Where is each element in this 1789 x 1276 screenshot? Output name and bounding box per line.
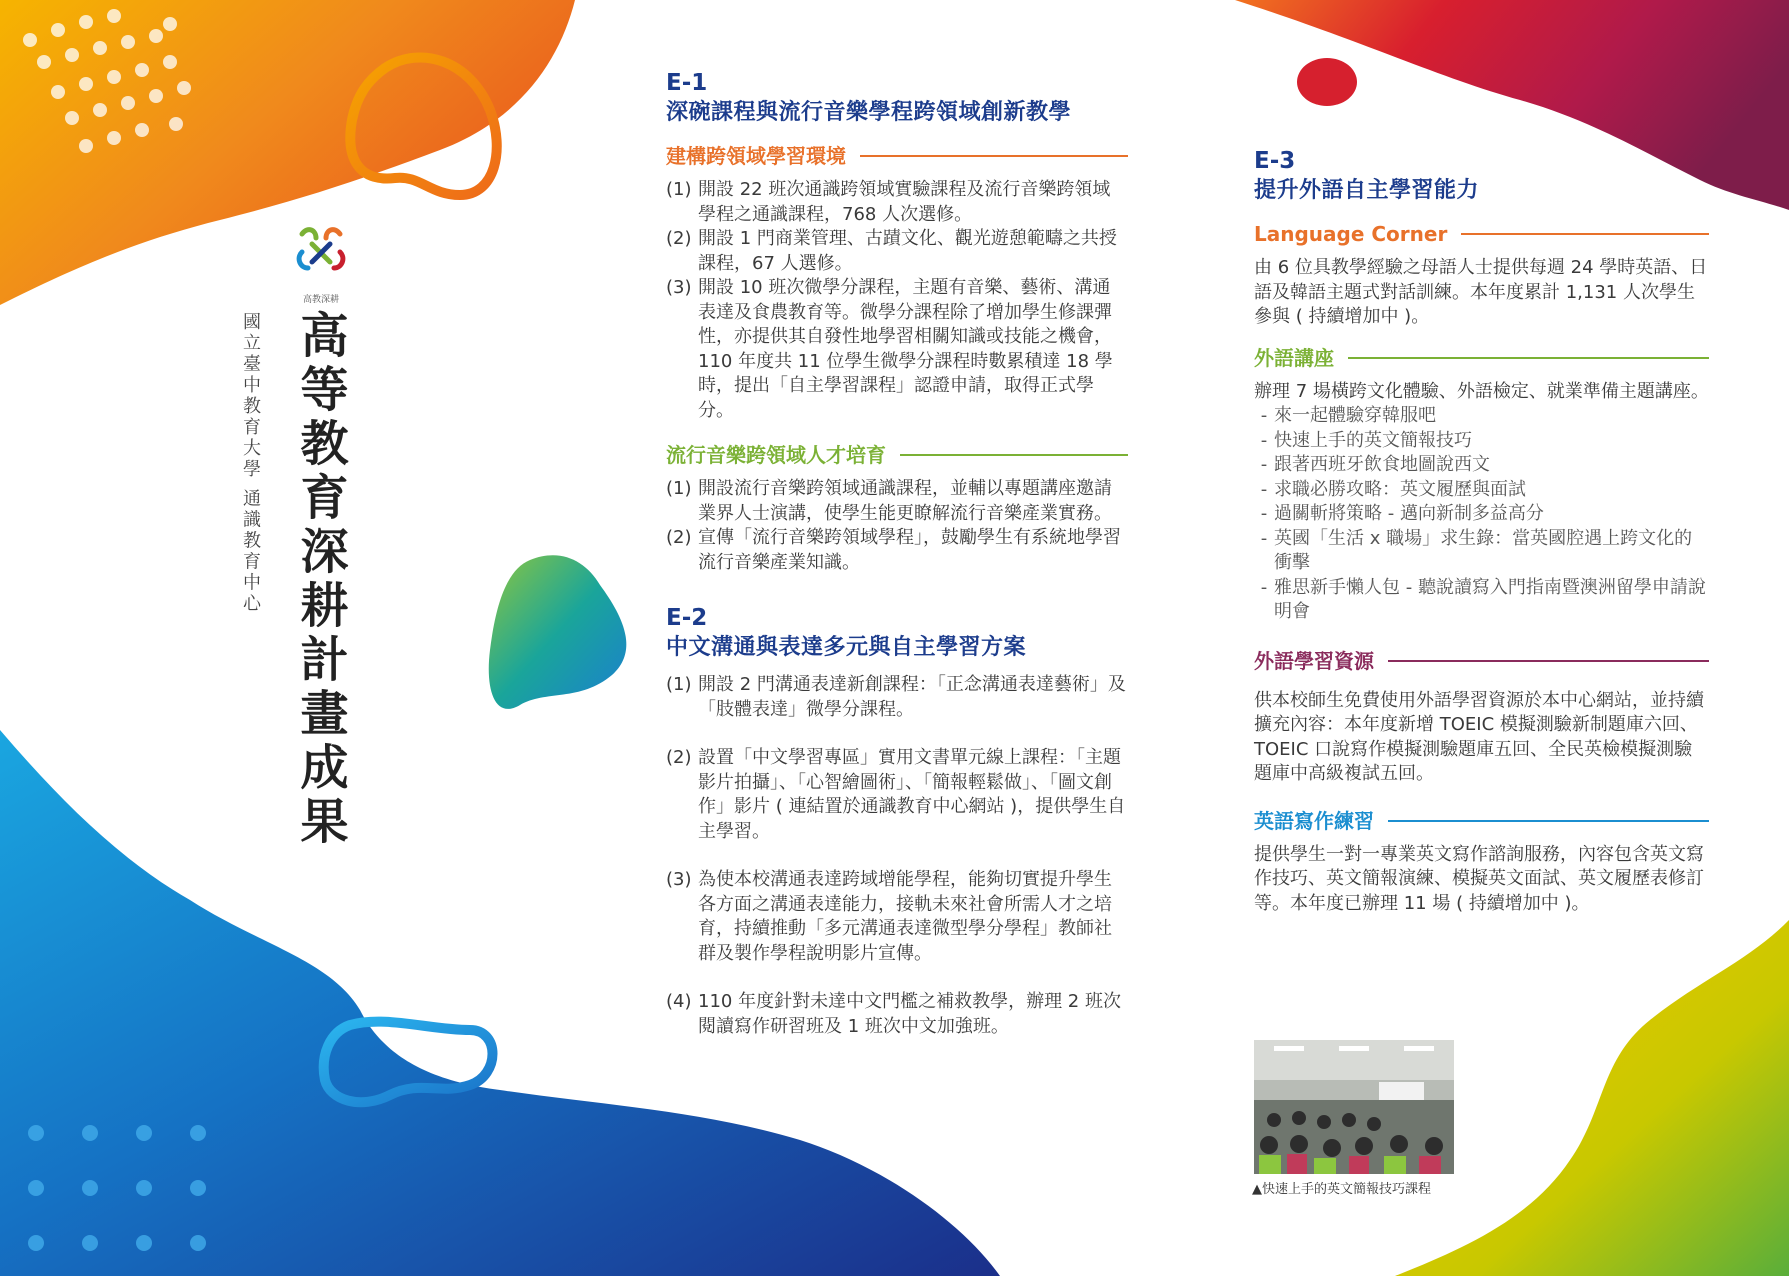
- item-text: 110 年度針對未達中文門檻之補救教學，辦理 2 班次閱讀寫作研習班及 1 班次中文加強班。: [698, 991, 1121, 1037]
- divider: [1348, 357, 1709, 359]
- item-number: (1): [666, 674, 692, 695]
- item-text: 開設 1 門商業管理、古蹟文化、觀光遊憩範疇之共授課程，67 人選修。: [698, 228, 1117, 274]
- column-e1-e2: [666, 68, 1128, 1039]
- subheading-label: 英語寫作練習: [1254, 808, 1374, 833]
- list-item: [666, 526, 1128, 575]
- photo-caption: ▲快速上手的英文簡報技巧課程: [1252, 1182, 1431, 1197]
- list-item: [666, 746, 1128, 844]
- subheading-label: Language Corner: [1254, 222, 1448, 246]
- item-text: 宣傳「流行音樂跨領域學程」，鼓勵學生有系統地學習流行音樂產業知識。: [698, 527, 1121, 573]
- divider: [860, 155, 1128, 157]
- list-item: - 雅思新手懶人包 - 聽說讀寫入門指南暨澳洲留學申請說明會: [1254, 576, 1709, 625]
- subheading-language-corner: [1254, 220, 1709, 248]
- subheading-label: 建構跨領域學習環境: [666, 144, 846, 168]
- item-text: 快速上手的英文簡報技巧: [1274, 429, 1472, 451]
- item-text: 為使本校溝通表達跨域增能學程，能夠切實提升學生各方面之溝通表達能力，接軌未來社會所需人才之培育，持續推動「多元溝通表達微型學分學程」教師社群及製作學程說明影片宣傳。: [698, 869, 1112, 964]
- subheading-writing: [1254, 807, 1709, 835]
- logo-icon: [292, 222, 350, 288]
- paragraph: 辦理 7 場橫跨文化體驗、外語檢定、就業準備主題講座。: [1254, 380, 1709, 402]
- list-item: [666, 276, 1128, 423]
- list-item: - 快速上手的英文簡報技巧: [1254, 429, 1709, 454]
- item-text: 設置「中文學習專區」實用文書單元線上課程：「主題影片拍攝」、「心智繪圖術」、「簡報輕鬆做」、「圖文創作」影片 ( 連結置於通識教育中心網站 )，提供學生自主學習。: [698, 747, 1126, 842]
- divider: [900, 454, 1128, 456]
- section-e3-title: 提升外語自主學習能力: [1254, 178, 1480, 203]
- section-e3-id: E-3: [1254, 148, 1296, 174]
- subheading-label: 外語學習資源: [1254, 648, 1374, 673]
- item-text: 過關斬將策略 - 邁向新制多益高分: [1274, 503, 1544, 524]
- section-e1-title: 深碗課程與流行音樂學程跨領域創新教學: [666, 100, 1072, 125]
- subheading-learning-environment: [666, 142, 1128, 170]
- item-text: 開設 10 班次微學分課程，主題有音樂、藝術、溝通表達及食農教育等。微學分課程除了增加學生修課彈性，亦提供其自發性地學習相關知識或技能之機會，110 年度共 11 位學生微學分課程時數累積達 18 學時，提出「自主學習課程」認證申請，取得正式學分。: [698, 277, 1113, 421]
- subtitle: 國立臺中教育大學 通識教育中心: [240, 312, 261, 615]
- divider: [1388, 820, 1709, 822]
- section-e1-id: E-1: [666, 70, 708, 96]
- item-number: (4): [666, 991, 692, 1012]
- list-item: - 求職必勝攻略：英文履歷與面試: [1254, 478, 1709, 503]
- subheading-label: 外語講座: [1254, 345, 1334, 370]
- paragraph: 提供學生一對一專業英文寫作諮詢服務，內容包含英文寫作技巧、英文簡報演練、模擬英文面試、英文履歷表修訂等。本年度已辦理 11 場 ( 持續增加中 )。: [1254, 843, 1704, 914]
- divider: [1388, 660, 1709, 662]
- item-text: 英國「生活 x 職場」求生錄：當英國腔遇上跨文化的衝擊: [1274, 527, 1693, 573]
- list-item: [666, 990, 1128, 1039]
- list-item: - 來一起體驗穿韓服吧: [1254, 404, 1709, 429]
- item-number: (3): [666, 869, 692, 890]
- subheading-pop-music: [666, 441, 1128, 469]
- item-text: 雅思新手懶人包 - 聽說讀寫入門指南暨澳洲留學申請說明會: [1274, 576, 1706, 622]
- list-item: [666, 227, 1128, 276]
- list-item: [666, 178, 1128, 227]
- list-item: - 過關斬將策略 - 邁向新制多益高分: [1254, 502, 1709, 527]
- item-text: 開設流行音樂跨領域通識課程，並輔以專題講座邀請業界人士演講，使學生能更瞭解流行音樂產業實務。: [698, 478, 1112, 524]
- classroom-photo: [1254, 1040, 1454, 1174]
- item-number: (2): [666, 228, 692, 249]
- section-e2-id: E-2: [666, 605, 708, 631]
- list-item: [666, 477, 1128, 526]
- item-text: 開設 2 門溝通表達新創課程：「正念溝通表達藝術」及「肢體表達」微學分課程。: [698, 674, 1126, 720]
- item-number: (1): [666, 478, 692, 499]
- item-text: 求職必勝攻略：英文履歷與面試: [1274, 478, 1526, 500]
- column-e3: [1254, 146, 1709, 916]
- item-text: 跟著西班牙飲食地圖說西文: [1274, 454, 1490, 475]
- logo-text: 高教深耕: [302, 295, 339, 305]
- item-number: (3): [666, 277, 692, 298]
- item-text: 來一起體驗穿韓服吧: [1274, 405, 1436, 426]
- section-e2-title: 中文溝通與表達多元與自主學習方案: [666, 635, 1027, 660]
- divider: [1461, 233, 1709, 235]
- subheading-label: 流行音樂跨領域人才培育: [666, 443, 886, 467]
- item-number: (2): [666, 747, 692, 768]
- main-title: 高等教育深耕計畫成果: [292, 310, 348, 850]
- list-item: [666, 868, 1128, 966]
- item-number: (1): [666, 179, 692, 200]
- subheading-lectures: [1254, 344, 1709, 372]
- paragraph: 由 6 位具教學經驗之母語人士提供每週 24 學時英語、日語及韓語主題式對話訓練。本年度累計 1,131 人次學生參與 ( 持續增加中 )。: [1254, 257, 1708, 327]
- item-number: (2): [666, 527, 692, 548]
- list-item: - 跟著西班牙飲食地圖說西文: [1254, 453, 1709, 478]
- subheading-resources: [1254, 647, 1709, 675]
- paragraph: 供本校師生免費使用外語學習資源於本中心網站，並持續擴充內容：本年度新增 TOEIC 模擬測驗新制題庫六回、TOEIC 口說寫作模擬測驗題庫五回、全民英檢模擬測驗題庫中高級複試五回。: [1254, 689, 1704, 784]
- item-text: 開設 22 班次通識跨領域實驗課程及流行音樂跨領域學程之通識課程，768 人次選修。: [698, 179, 1111, 225]
- list-item: [666, 673, 1128, 722]
- list-item: - 英國「生活 x 職場」求生錄：當英國腔遇上跨文化的衝擊: [1254, 527, 1709, 576]
